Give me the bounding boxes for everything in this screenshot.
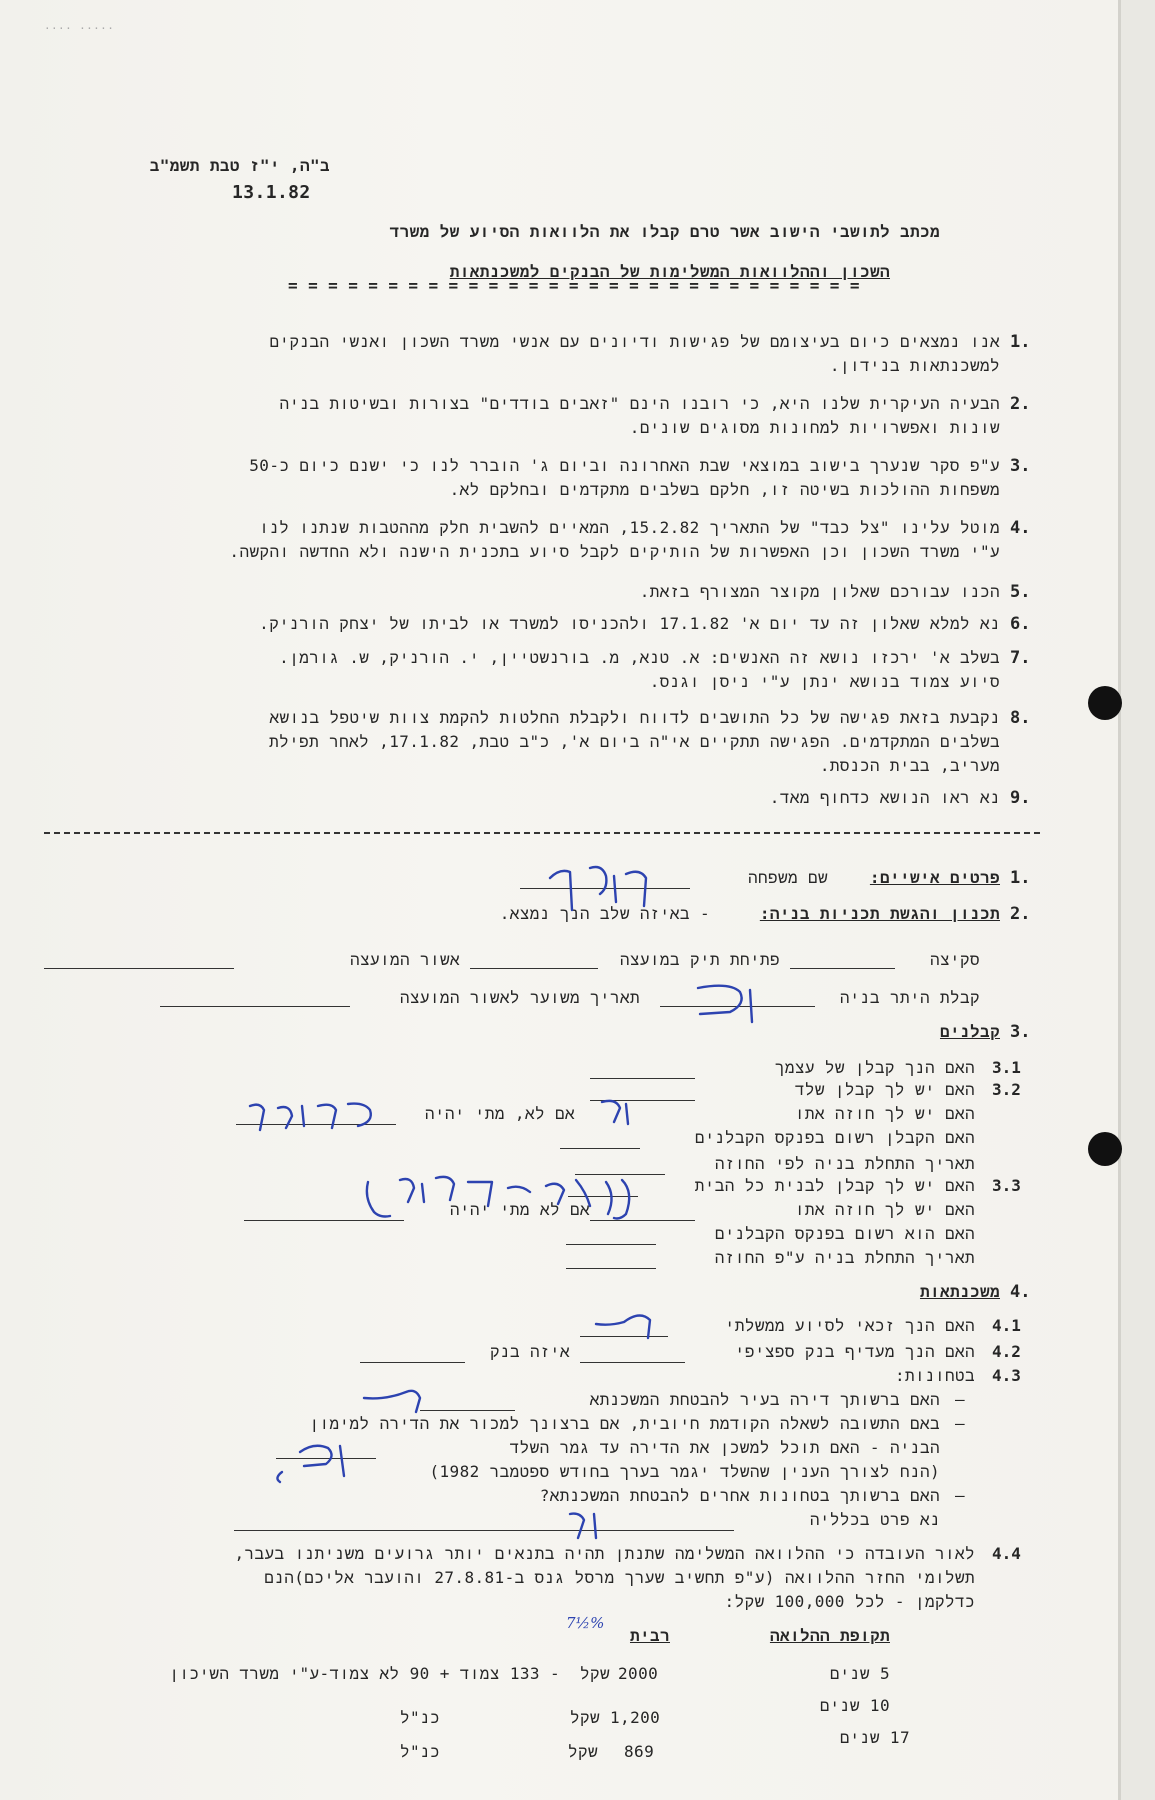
q33-text-4: תאריך התחלת בניה ע"פ החוזה <box>714 1248 975 1267</box>
form-4-number: 4. <box>1010 1282 1031 1302</box>
table-rate-handwritten: 7½% <box>566 1614 605 1632</box>
form-1-number: 1. <box>1010 868 1031 888</box>
q44-line-2: תשלומי החזר ההלוואה (ע"פ תחשיב שערך מרסל גנס ב-27.8.81 והועבר אליכם)הנם <box>264 1568 975 1587</box>
handwritten-permit-yes <box>690 978 760 1028</box>
table-row-note: - 133 צמוד + 90 לא צמוד-ע"י משרד השיכון <box>169 1664 560 1683</box>
q44-line-3: כדלקמן - לכל 100,000 שקל: <box>724 1592 975 1611</box>
table-head-period: תקופת ההלואה <box>769 1626 890 1645</box>
handwritten-family-name <box>530 858 680 918</box>
sketch-field[interactable] <box>790 968 895 969</box>
item-3-line-1: ע"פ סקר שנערך בישוב במוצאי שבת האחרונה וביום ג' הוברר לנו כי ישנם כיום כ-50 <box>249 456 1000 475</box>
item-4-line-2: ע"י משרד השכון וכן האפשרות של הותיקים לקבל סיוע בתכנית הישנה ולא החדשה והקשה. <box>229 542 1000 561</box>
item-8-line-1: נקבעת בזאת פגישה של כל התושבים לדווח ולקבלת החלטות להקמת צוות שיטפל בנושא <box>269 708 1000 727</box>
q32-field-3[interactable] <box>560 1148 640 1149</box>
item-4-line-1: מוטל עלינו "צל כבד" של התאריך 15.2.82, המאיים להשבית חלק מההטבות שנתנו לנו <box>259 518 1000 537</box>
title-line-1: מכתב לתושבי הישוב אשר טרם קבלו את הלוואות הסיוע של משרד <box>389 222 940 241</box>
item-2-number: 2. <box>1010 394 1031 414</box>
q33-number: 3.3 <box>992 1176 1021 1195</box>
q33-text-3: האם הוא רשום בפנקס הקבלנים <box>714 1224 975 1243</box>
item-6-line-1: נא למלא שאלון זה עד יום א' 17.1.82 ולהכניסו למשרד או לביתו של יצחק הורניק. <box>259 614 1000 633</box>
item-7-number: 7. <box>1010 648 1031 668</box>
table-row-unit: שקל <box>569 1708 600 1727</box>
item-2-line-1: הבעיה העיקרית שלנו היא, כי רובנו הינם "זאבים בודדים" בצורות ובשיטות בניה <box>279 394 1000 413</box>
item-8-line-3: מעריב, בבית הכנסת. <box>819 756 1000 775</box>
q33-field-4[interactable] <box>566 1268 656 1269</box>
form-3-number: 3. <box>1010 1022 1031 1042</box>
hebrew-date: ב"ה, י"ז טבת תשמ"ב <box>149 156 330 175</box>
table-head-rate: רבית <box>629 1626 670 1645</box>
table-row-note: כנ"ל <box>399 1742 440 1761</box>
q31-field[interactable] <box>590 1078 695 1079</box>
q33-if-text: אם לא מתי יהיה <box>449 1200 590 1219</box>
q31-number: 3.1 <box>992 1058 1021 1077</box>
table-row-note: כנ"ל <box>399 1708 440 1727</box>
council-approval-field[interactable] <box>44 968 234 969</box>
handwritten-q43a-no <box>356 1378 446 1418</box>
item-1-line-2: למשכנתאות בנידון. <box>829 356 1000 375</box>
item-7-line-2: סיוע צמוד בנושא ינתן ע"י ניסן וגנס. <box>649 672 1000 691</box>
faint-corner-mark: ···· ····· <box>44 22 115 35</box>
q43-bullet-2b: הבניה - האם תוכל למשכן את הדירה עד גמר השלד <box>509 1438 940 1457</box>
form-2-question: - באיזה שלב הנך נמצא. <box>499 904 710 923</box>
table-row-period: 17 שנים <box>839 1728 910 1747</box>
family-name-label: שם משפחה <box>747 868 828 887</box>
item-1-number: 1. <box>1010 332 1031 352</box>
item-4-number: 4. <box>1010 518 1031 538</box>
q42-number: 4.2 <box>992 1342 1021 1361</box>
form-3-label: קבלנים <box>939 1022 1000 1041</box>
q43-bullet-3b: נא פרט בכלליה <box>809 1510 940 1529</box>
q43-bullet-3: האם ברשותך בטחונות אחרים להבטחת המשכנתא? <box>539 1486 940 1505</box>
handwritten-q43c-none <box>560 1504 620 1544</box>
q43-bullet-2: באם התשובה לשאלה הקודמת חיובית, אם ברצונך למכור את הדירה למימון <box>309 1414 940 1433</box>
item-8-line-2: בשלבים המתקדמים. הפגישה תתקיים אי"ה ביום א', כ"ב טבת, 17.1.82, לאחר תפילת <box>269 732 1000 751</box>
form-2-number: 2. <box>1010 904 1031 924</box>
permit-label: קבלת היתר בניה <box>839 988 980 1007</box>
title-line-2: השכון וההלוואות המשלימות של הבנקים למשכנתאות <box>449 262 890 281</box>
council-approval-label: אשור המועצה <box>349 950 460 969</box>
q43-text: בטחונות: <box>894 1366 975 1385</box>
q43-bullet-1: האם ברשותך דירה בעיר להבטחת המשכנתא <box>589 1390 940 1409</box>
q32-text-4: תאריך התחלת בניה לפי החוזה <box>714 1154 975 1173</box>
table-row-period: 10 שנים <box>819 1696 890 1715</box>
gregorian-date: 13.1.82 <box>232 182 311 203</box>
item-3-number: 3. <box>1010 456 1031 476</box>
q32-if-text: אם לא, מתי יהיה <box>424 1104 575 1123</box>
q44-number: 4.4 <box>992 1544 1021 1563</box>
sketch-label: סקיצה <box>929 950 980 969</box>
form-2-label: תכנון והגשת תכניות בניה: <box>759 904 1000 923</box>
q33-field-3[interactable] <box>566 1244 656 1245</box>
q44-line-1: לאור העובדה כי ההלוואה המשלימה שתנתן תהיה בתנאים יותר גרועים משניתנו בעבר, <box>234 1544 975 1563</box>
punch-hole-bottom <box>1088 1132 1122 1166</box>
item-6-number: 6. <box>1010 614 1031 634</box>
item-5-line-1: הכנו עבורכם שאלון מקוצר המצורף בזאת. <box>639 582 1000 601</box>
q43-number: 4.3 <box>992 1366 1021 1385</box>
handwritten-q32-no <box>592 1094 642 1130</box>
q41-number: 4.1 <box>992 1316 1021 1335</box>
item-7-line-1: בשלב א' ירכזו נושא זה האנשים: א. טנא, מ. בורנשטיין, י. הורניק, ש. גורמן. <box>279 648 1000 667</box>
q43-bullet-2c: (הנח לצורך הענין שהשלד יגמר בערך בחודש ספטמבר 1982) <box>429 1462 940 1481</box>
council-file-label: פתיחת תיק במועצה <box>619 950 780 969</box>
item-5-number: 5. <box>1010 582 1031 602</box>
q43-bullet-2-dash: – <box>955 1414 966 1433</box>
q43-bullet-3-dash: – <box>955 1486 966 1505</box>
handwritten-q41-yes <box>590 1306 670 1346</box>
table-row-amount: 2000 <box>618 1664 659 1683</box>
q42-field[interactable] <box>580 1362 685 1363</box>
table-row-amount: 1,200 <box>610 1708 661 1727</box>
q43-bullet-3-field[interactable] <box>234 1530 734 1531</box>
q31-text: האם הנך קבלן של עצמך <box>774 1058 975 1077</box>
q41-text: האם הנך זכאי לסיוע ממשלתי <box>724 1316 975 1335</box>
table-row-period: 5 שנים <box>829 1664 890 1683</box>
q32-text-1: האם יש לך קבלן שלד <box>794 1080 975 1099</box>
table-row-amount: 869 <box>624 1742 655 1761</box>
council-file-field[interactable] <box>470 968 598 969</box>
q32-number: 3.2 <box>992 1080 1021 1099</box>
item-1-line-1: אנו נמצאים כיום בעיצומם של פגישות ודיונים עם אנשי משרד השכון ואנשי הבנקים <box>269 332 1000 351</box>
form-1-label: פרטים אישיים: <box>869 868 1000 887</box>
q43-bullet-1-dash: – <box>955 1390 966 1409</box>
q42-text: האם הנך מעדיף בנק ספציפי <box>734 1342 975 1361</box>
est-approval-label: תאריך משוער לאשור המועצה <box>399 988 640 1007</box>
handwritten-q32-unknown <box>240 1096 390 1136</box>
q33-text-1: האם יש לך קבלן לבנית כל הבית <box>694 1176 975 1195</box>
title-equals-rule: = = = = = = = = = = = = = = = = = = = = = = = = = = = = = <box>288 276 860 295</box>
item-9-number: 9. <box>1010 788 1031 808</box>
handwritten-q43b-yes <box>270 1432 380 1488</box>
q42-bank-label: איזה בנק <box>489 1342 570 1361</box>
q33-text-2: האם יש לך חוזה אתו <box>794 1200 975 1219</box>
item-9-line-1: נא ראו הנושא כדחוף מאד. <box>769 788 1000 807</box>
item-8-number: 8. <box>1010 708 1031 728</box>
punch-hole-top <box>1088 686 1122 720</box>
est-approval-field[interactable] <box>160 1006 350 1007</box>
table-row-unit: שקל <box>579 1664 610 1683</box>
q32-text-2: האם יש לך חוזה אתו <box>794 1104 975 1123</box>
form-4-label: משכנתאות <box>919 1282 1000 1301</box>
item-2-line-2: שונות ואפשרויות למחונות מסוגים שונים. <box>629 418 1000 437</box>
handwritten-q33-note <box>360 1162 660 1232</box>
q42-bank-field[interactable] <box>360 1362 465 1363</box>
section-divider <box>44 832 1040 834</box>
q32-text-3: האם הקבלן רשום בפנקס הקבלנים <box>694 1128 975 1147</box>
item-3-line-2: משפחות ההולכות בשיטה זו, חלקם בשלבים מתקדמים ובחלקם לא. <box>449 480 1000 499</box>
table-row-unit: שקל <box>567 1742 598 1761</box>
